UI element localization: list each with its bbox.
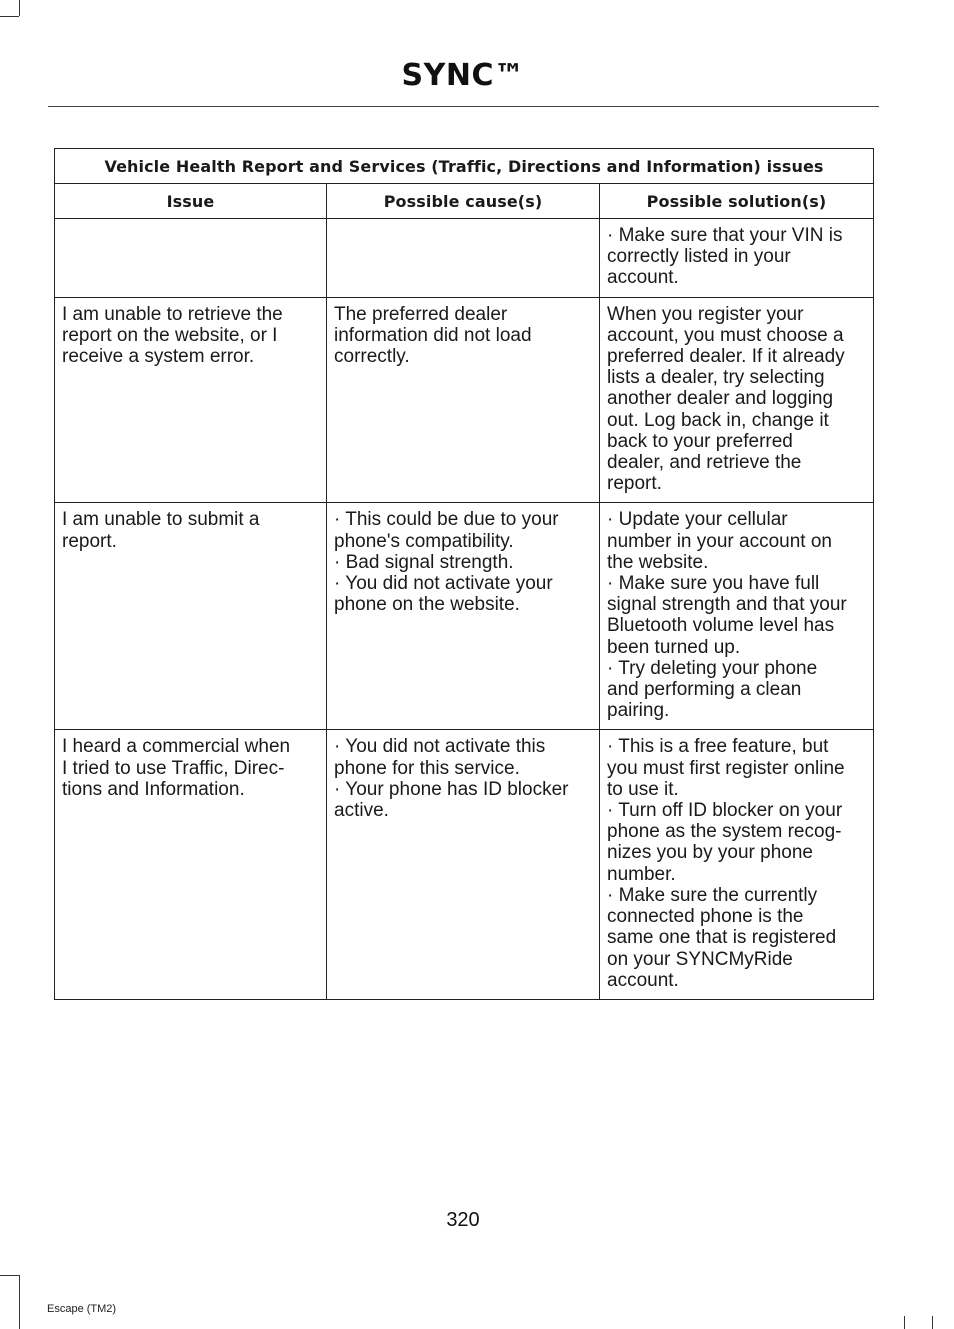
column-header-solution: Possible solution(s) (600, 184, 874, 219)
solution-cell-text-line: account. (607, 969, 679, 991)
footer-model-label: Escape (TM2) (47, 1303, 117, 1315)
table-body (55, 219, 874, 1000)
issue-cell-text-line: I heard a commercial when (62, 736, 291, 758)
cause-cell-text-line: active. (334, 800, 389, 822)
issues-table (54, 148, 874, 1000)
solution-cell-text-line: account, you must choose a (607, 324, 844, 346)
issue-cell (55, 219, 327, 298)
solution-cell-text-line: the website. (607, 551, 709, 573)
cause-cell (327, 503, 600, 730)
solution-cell-text-line: phone as the system recog- (607, 821, 842, 843)
page-title: SYNC™ (401, 58, 525, 93)
solution-cell-text-line: When you register your (607, 303, 804, 325)
solution-cell-text-line: another dealer and logging (607, 388, 834, 410)
solution-cell-text-line: nizes you by your phone (607, 842, 813, 864)
crop-mark-bottom-right-1 (904, 1316, 905, 1329)
solution-cell (600, 297, 874, 503)
solution-cell-text-line: on your SYNCMyRide (607, 948, 793, 970)
solution-cell (600, 219, 874, 298)
solution-cell-text-line: you must first register online (607, 757, 845, 779)
solution-cell-text-line: signal strength and that your (607, 594, 847, 616)
solution-cell-text-line: Bluetooth volume level has (607, 615, 835, 637)
cause-cell-text-line: · This could be due to your (334, 509, 559, 531)
solution-cell-text-line: pairing. (607, 700, 670, 722)
solution-cell-text-line: correctly listed in your (607, 246, 791, 268)
issue-cell-text-line: I am unable to retrieve the (62, 303, 283, 325)
cause-cell-text-line: information did not load (334, 324, 532, 346)
cause-cell-text-line: · You did not activate your (334, 573, 553, 595)
crop-mark-bottom-left-h (0, 1275, 19, 1276)
solution-cell-text-line: number. (607, 863, 676, 885)
solution-cell-text-line: same one that is registered (607, 927, 837, 949)
header-divider (48, 106, 879, 107)
solution-cell (600, 503, 874, 730)
solution-cell-text-line: report. (607, 473, 662, 495)
solution-cell (600, 730, 874, 999)
solution-cell-text-line: preferred dealer. If it already (607, 346, 845, 368)
cause-cell (327, 730, 600, 999)
cause-cell-text-line: phone's compatibility. (334, 530, 514, 552)
column-header-issue: Issue (55, 184, 327, 219)
issue-cell (55, 297, 327, 503)
solution-cell-text-line: back to your preferred (607, 430, 793, 452)
solution-cell-text-line: · Update your cellular (607, 509, 788, 531)
cause-cell-text-line: · Your phone has ID blocker (334, 778, 569, 800)
solution-cell-text-line: · Make sure you have full (607, 573, 820, 595)
table-caption-row (55, 149, 874, 184)
solution-cell-text-line: to use it. (607, 778, 679, 800)
table-row (55, 503, 874, 730)
table-header-row (55, 184, 874, 219)
crop-mark-top-left-v (19, 0, 20, 16)
issue-cell (55, 730, 327, 999)
solution-cell-text-line: connected phone is the (607, 906, 804, 928)
issue-cell-text-line: report on the website, or I (62, 324, 278, 346)
cause-cell-text-line: The preferred dealer (334, 303, 508, 325)
solution-cell-text-line: lists a dealer, try selecting (607, 367, 825, 389)
crop-mark-bottom-right-2 (932, 1316, 933, 1329)
column-header-cause: Possible cause(s) (327, 184, 600, 219)
cause-cell-text-line: · You did not activate this (334, 736, 546, 758)
solution-cell-text-line: out. Log back in, change it (607, 409, 829, 431)
table-row (55, 219, 874, 298)
solution-cell-text-line: and performing a clean (607, 679, 802, 701)
solution-cell-text-line: · Try deleting your phone (607, 657, 818, 679)
issue-cell-text-line: receive a system error. (62, 346, 255, 368)
cause-cell-text-line: correctly. (334, 346, 410, 368)
issue-cell-text-line: I tried to use Traffic, Direc- (62, 757, 285, 779)
issue-cell-text-line: report. (62, 530, 117, 552)
table-caption: Vehicle Health Report and Services (Traffic, Directions and Information) issues (55, 149, 874, 184)
crop-mark-bottom-left-v (19, 1275, 20, 1329)
issue-cell-text-line: I am unable to submit a (62, 509, 260, 531)
table-row (55, 730, 874, 999)
issue-cell (55, 503, 327, 730)
page-number: 320 (446, 1209, 480, 1231)
solution-cell-text-line: · Make sure that your VIN is (607, 225, 843, 246)
solution-cell-text-line: been turned up. (607, 636, 741, 658)
solution-cell-text-line: number in your account on (607, 530, 832, 552)
solution-cell-text-line: dealer, and retrieve the (607, 452, 802, 474)
cause-cell-text-line: · Bad signal strength. (334, 551, 514, 573)
cause-cell (327, 219, 600, 298)
solution-cell-text-line: · This is a free feature, but (607, 736, 829, 758)
cause-cell-text-line: phone on the website. (334, 594, 520, 616)
crop-mark-top-left-h (0, 16, 19, 17)
cause-cell (327, 297, 600, 503)
cause-cell-text-line: phone for this service. (334, 757, 520, 779)
solution-cell-text-line: · Turn off ID blocker on your (607, 800, 843, 822)
solution-cell-text-line: account. (607, 267, 679, 289)
table-row (55, 297, 874, 503)
solution-cell-text-line: · Make sure the currently (607, 884, 818, 906)
issue-cell-text-line: tions and Information. (62, 778, 245, 800)
